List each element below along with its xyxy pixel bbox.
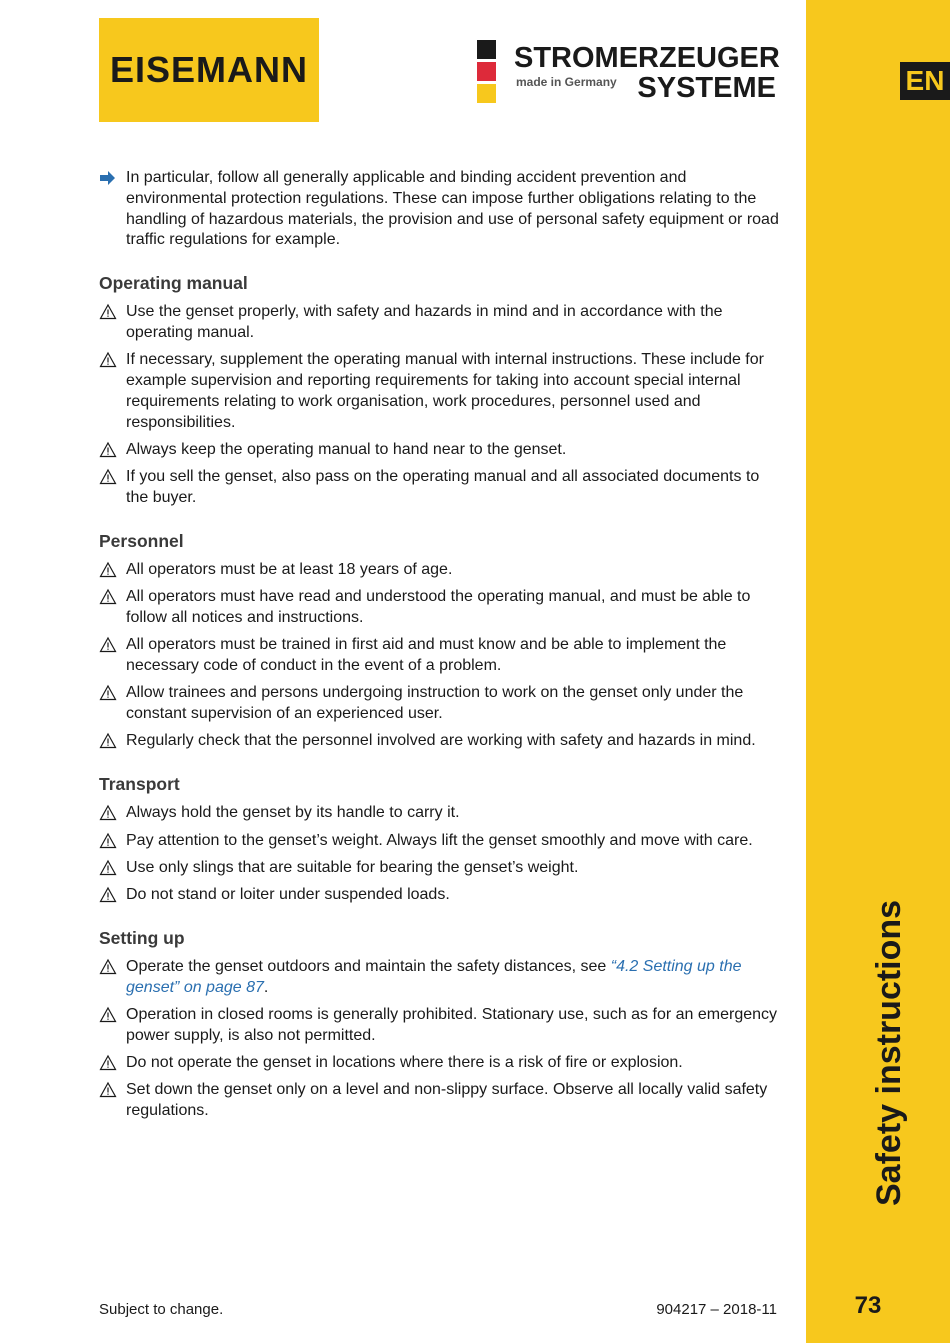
warning-triangle-icon [99, 684, 117, 702]
cross-reference-link[interactable]: “4.2 Setting up the genset” on page 87 [126, 957, 742, 996]
warning-triangle-icon [99, 1006, 117, 1024]
heading-operating-manual: Operating manual [99, 273, 248, 294]
warning-triangle-icon [99, 303, 117, 321]
list-item [99, 587, 779, 629]
list-item [99, 560, 779, 581]
list-item-text: If necessary, supplement the operating manual with internal instructions. These include for example supervision and reporting requirements for taking into account special internal requirements relating to work organisation, work procedures, personnel used and responsibilities. [126, 351, 764, 431]
list-item-text: Do not operate the genset in locations where there is a risk of fire or explosion. [126, 1054, 683, 1072]
list-item [99, 1080, 779, 1122]
list-item [99, 440, 779, 461]
brand-stromerzeuger: STROMERZEUGER [514, 42, 780, 74]
flag-stripe-black [477, 40, 496, 59]
list-item-text: Set down the genset only on a level and non-slippy surface. Observe all locally valid safety regulations. [126, 1081, 768, 1120]
warning-triangle-icon [99, 636, 117, 654]
list-item [99, 635, 779, 677]
list-item-text: All operators must be at least 18 years of age. [126, 560, 453, 578]
language-tab: EN [900, 62, 950, 100]
warning-triangle-icon [99, 732, 117, 750]
warning-triangle-icon [99, 561, 117, 579]
list-item [99, 1005, 779, 1047]
warning-triangle-icon [99, 886, 117, 904]
german-flag-icon [477, 40, 496, 106]
list-item-text: If you sell the genset, also pass on the operating manual and all associated documents to the buyer. [126, 468, 760, 507]
list-item-text: Do not stand or loiter under suspended loads. [126, 886, 450, 904]
page-number: 73 [854, 1292, 882, 1319]
list-item-text: All operators must be trained in first aid and must know and be able to implement the necessary code of conduct in the event of a problem. [126, 636, 727, 675]
brand-systeme: SYSTEME [637, 72, 776, 104]
main-content [99, 168, 779, 1129]
list-item [99, 467, 779, 509]
heading-personnel: Personnel [99, 530, 184, 551]
list-item [99, 1053, 779, 1074]
intro-item [99, 168, 779, 251]
heading-transport: Transport [99, 774, 180, 795]
warning-triangle-icon [99, 832, 117, 850]
warning-triangle-icon [99, 1081, 117, 1099]
list-item-text: Regularly check that the personnel involved are working with safety and hazards in mind. [126, 732, 756, 750]
list-item [99, 885, 779, 906]
list-item-text: All operators must have read and understood the operating manual, and must be able to follow all notices and instructions. [126, 588, 751, 626]
warning-triangle-icon [99, 1054, 117, 1072]
list-item-text: Operate the genset outdoors and maintain the safety distances, see [126, 957, 611, 975]
list-item-text: Use the genset properly, with safety and hazards in mind and in accordance with the operating manual. [126, 303, 723, 341]
list-item-text: Pay attention to the genset’s weight. Always lift the genset smoothly and move with care. [126, 831, 753, 849]
list-item-text: Use only slings that are suitable for bearing the genset’s weight. [126, 858, 579, 876]
warning-triangle-icon [99, 441, 117, 459]
flag-stripe-gold [477, 84, 496, 103]
list-item [99, 831, 779, 852]
list-item [99, 350, 779, 433]
arrow-right-icon [99, 169, 117, 187]
document-number: 904217 – 2018-11 [656, 1301, 777, 1318]
list-item [99, 957, 779, 999]
list-item [99, 302, 779, 344]
warning-triangle-icon [99, 859, 117, 877]
list-item [99, 858, 779, 879]
list-item-text: Allow trainees and persons undergoing instruction to work on the genset only under the constant supervision of an experienced user. [126, 684, 744, 723]
logo-text: EISEMANN [109, 49, 309, 90]
list-item [99, 803, 779, 824]
list-item-text-end: . [263, 978, 269, 996]
list-item-text: Always keep the operating manual to hand near to the genset. [126, 440, 567, 458]
list-item [99, 731, 779, 752]
warning-triangle-icon [99, 588, 117, 606]
list-item-text: Always hold the genset by its handle to carry it. [126, 804, 460, 822]
warning-triangle-icon [99, 351, 117, 369]
section-title-vertical: Safety instructions [870, 899, 908, 1206]
intro-text: In particular, follow all generally applicable and binding accident prevention and environmental protection regulations. These can impose further obligations relating to the handling of hazardous materials, the provision and use of personal safety equipment or road traffic regulations for example. [126, 169, 779, 249]
list-item [99, 683, 779, 725]
eisemann-logo [99, 18, 319, 122]
warning-triangle-icon [99, 468, 117, 486]
flag-stripe-red [477, 62, 496, 81]
footer-note: Subject to change. [99, 1301, 224, 1318]
heading-setting-up: Setting up [99, 927, 185, 948]
list-item-text: Operation in closed rooms is generally prohibited. Stationary use, such as for an emergency power supply, is also not permitted. [126, 1006, 778, 1044]
brand-made-in-germany: made in Germany [516, 75, 617, 89]
warning-triangle-icon [99, 804, 117, 822]
warning-triangle-icon [99, 958, 117, 976]
